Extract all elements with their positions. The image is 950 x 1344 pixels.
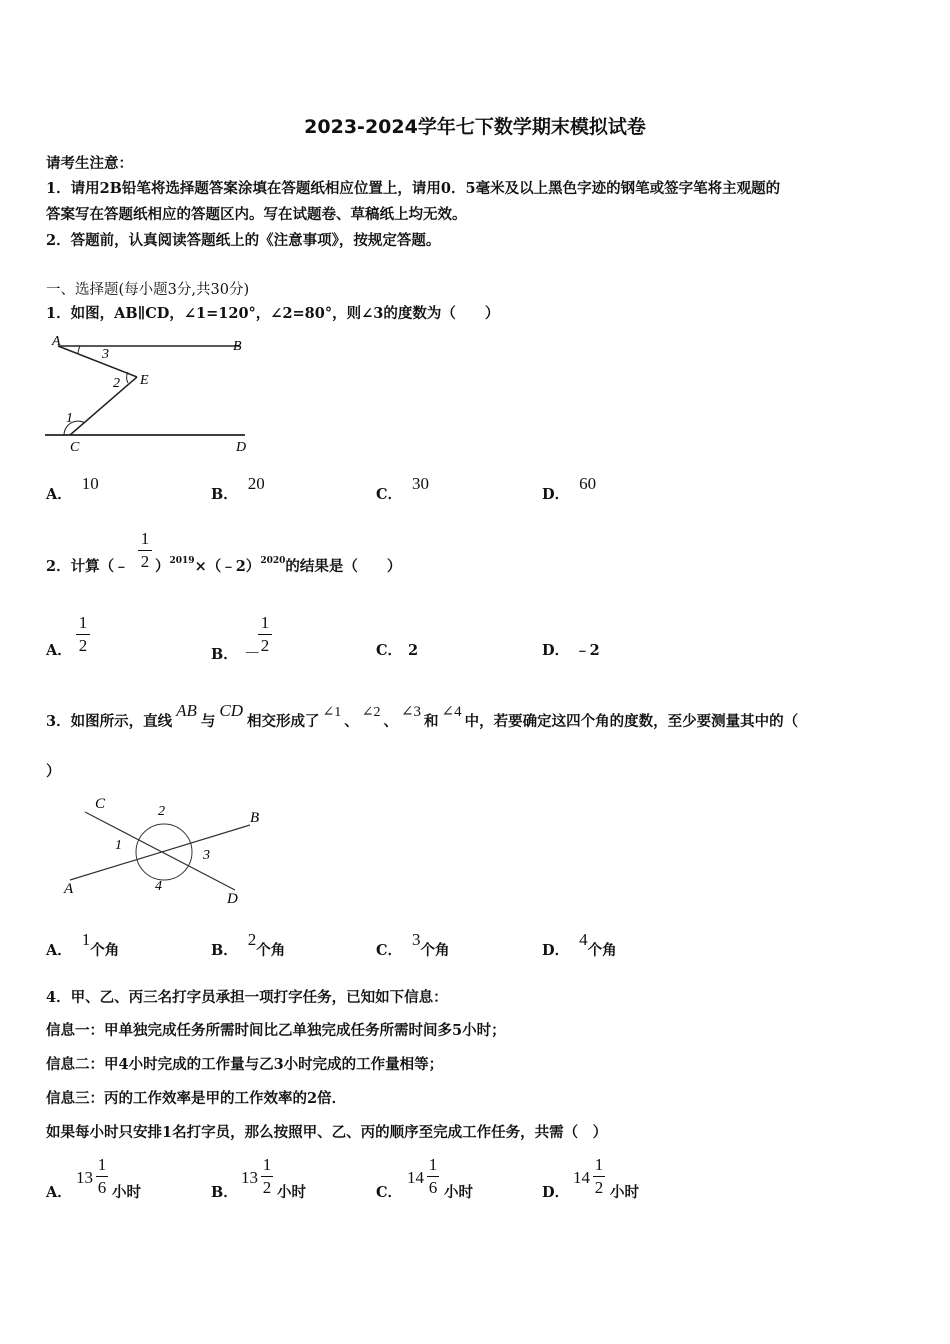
- q2-suffix: 的结果是（ ）: [285, 558, 402, 575]
- option-value: 1: [81, 930, 91, 949]
- option-letter: A．: [46, 642, 72, 659]
- fraction-numerator: 1: [262, 1155, 272, 1174]
- option-value: 3: [412, 930, 421, 949]
- option-letter: A．: [46, 1184, 72, 1201]
- option-letter: C．: [376, 642, 403, 659]
- q4-option-c[interactable]: [376, 1181, 402, 1202]
- q3-separator: 、: [383, 713, 398, 730]
- q4-option-a-whole: 13: [76, 1168, 93, 1187]
- q4-option-b-whole: 13: [241, 1168, 258, 1187]
- q3-text-3: 相交形成了: [247, 713, 320, 730]
- fraction-numerator: 1: [428, 1155, 438, 1174]
- segment-ec: [70, 377, 137, 435]
- label-angle-2: 2: [158, 804, 165, 819]
- fraction-denominator: 6: [428, 1178, 438, 1197]
- option-letter: B．: [211, 1184, 238, 1201]
- fraction-denominator: 6: [97, 1178, 107, 1197]
- option-value: 10: [81, 474, 99, 493]
- q2-option-b-fraction: [258, 614, 272, 655]
- option-unit: 个角: [256, 942, 286, 959]
- q3-angle-2: ∠2: [361, 705, 381, 720]
- q3-option-d[interactable]: [542, 930, 617, 960]
- fraction-numerator: 1: [260, 613, 270, 632]
- line-ab: [70, 825, 250, 880]
- q2-fraction: [138, 530, 152, 571]
- q2-option-a-fraction: [76, 614, 90, 655]
- q3-text-2: 与: [200, 713, 216, 730]
- q4-stem: 4．甲、乙、丙三名打字员承担一项打字任务，已知如下信息：: [46, 989, 448, 1006]
- fraction-denominator: 2: [140, 552, 150, 571]
- option-letter: D．: [542, 942, 570, 959]
- q4-info-2: 信息二：甲4小时完成的工作量与乙3小时完成的工作量相等；: [46, 1056, 444, 1073]
- q2-base-2: ×（﹣2）: [194, 558, 261, 575]
- option-value: 2: [408, 642, 419, 659]
- label-angle-4: 4: [155, 879, 162, 894]
- q3-angle-4: ∠4: [441, 704, 462, 720]
- fraction-numerator: 1: [78, 613, 88, 632]
- q4-option-d[interactable]: [542, 1181, 569, 1202]
- label-angle-1: 1: [66, 411, 73, 426]
- q4-info-3: 信息三：丙的工作效率是甲的工作效率的2倍．: [46, 1090, 347, 1107]
- q4-option-a-unit: 小时: [112, 1184, 141, 1201]
- q3-stem: [46, 701, 799, 731]
- fraction-numerator: 1: [140, 529, 150, 548]
- label-c: C: [95, 796, 106, 812]
- label-angle-2: 2: [113, 376, 120, 391]
- q4-option-c-unit: 小时: [444, 1184, 473, 1201]
- option-letter: C．: [376, 942, 403, 959]
- label-c: C: [70, 440, 80, 455]
- q4-option-b-unit: 小时: [277, 1184, 306, 1201]
- q3-close: ）: [46, 763, 61, 780]
- q2-close-paren: ）: [155, 558, 170, 575]
- section-heading: 一、选择题(每小题3分,共30分): [46, 282, 250, 298]
- label-d: D: [236, 440, 247, 455]
- fraction-numerator: 1: [594, 1155, 604, 1174]
- q3-text-5: 中，若要确定这四个角的度数，至少要测量其中的（: [464, 713, 799, 730]
- option-letter: A．: [46, 486, 72, 503]
- q2-stem-rest: [155, 555, 401, 576]
- q2-exponent-1: 2019: [169, 556, 195, 566]
- q3-text-4: 和: [424, 713, 439, 730]
- fraction-numerator: 1: [97, 1155, 107, 1174]
- option-letter: D．: [542, 642, 570, 659]
- q4-option-d-unit: 小时: [610, 1184, 639, 1201]
- fraction-denominator: 2: [260, 636, 270, 655]
- fraction-denominator: 2: [78, 636, 88, 655]
- q4-option-d-fraction: [593, 1156, 605, 1197]
- label-angle-1: 1: [115, 838, 122, 853]
- q1-option-c[interactable]: [376, 474, 430, 504]
- q1-figure: [40, 330, 260, 456]
- page-title: 2023-2024学年七下数学期末模拟试卷: [304, 116, 646, 138]
- option-value: ﹣2: [575, 642, 600, 659]
- option-letter: D．: [542, 1184, 570, 1201]
- notice-line-1b: 答案写在答题纸相应的答题区内。写在试题卷、草稿纸上均无效。: [46, 206, 467, 223]
- option-unit: 个角: [587, 942, 617, 959]
- q2-option-a[interactable]: [46, 639, 72, 660]
- label-e: E: [140, 373, 149, 388]
- option-value: 60: [579, 474, 597, 493]
- q3-angle-3: ∠3: [400, 704, 422, 720]
- option-letter: B．: [211, 942, 238, 959]
- option-letter: A．: [46, 942, 72, 959]
- option-sign: －: [243, 644, 261, 663]
- q4-info-1: 信息一：甲单独完成任务所需时间比乙单独完成任务所需时间多5小时；: [46, 1022, 506, 1039]
- angle-circle: [136, 824, 192, 880]
- q3-figure: [60, 790, 275, 910]
- q3-option-a[interactable]: [46, 930, 120, 960]
- angle-2-arc: [127, 372, 128, 383]
- option-letter: C．: [376, 486, 403, 503]
- q3-option-b[interactable]: [211, 930, 286, 960]
- label-angle-3: 3: [203, 848, 210, 863]
- q3-text-1: 3．如图所示，直线: [46, 713, 173, 730]
- q4-option-a-fraction: [96, 1156, 108, 1197]
- q4-option-c-whole: 14: [407, 1168, 424, 1187]
- q2-prefix: 2．计算（﹣: [46, 558, 129, 575]
- label-a: A: [52, 334, 61, 349]
- segment-ae: [58, 346, 137, 377]
- q4-option-b[interactable]: [211, 1181, 238, 1202]
- option-value: 2: [247, 930, 257, 949]
- notice-heading: 请考生注意：: [46, 155, 133, 172]
- option-letter: B．: [211, 646, 238, 663]
- label-angle-3: 3: [102, 347, 109, 362]
- q4-option-a[interactable]: [46, 1181, 72, 1202]
- q3-line-cd: CD: [219, 701, 243, 720]
- q4-question: 如果每小时只安排1名打字员，那么按照甲、乙、丙的顺序至完成工作任务，共需（ ）: [46, 1124, 608, 1141]
- option-value: 20: [247, 474, 265, 493]
- fraction-denominator: 2: [262, 1178, 272, 1197]
- option-unit: 个角: [90, 942, 120, 959]
- option-unit: 个角: [420, 942, 450, 959]
- notice-line-2: 2．答题前，认真阅读答题纸上的《注意事项》，按规定答题。: [46, 232, 441, 249]
- angle-3-arc: [78, 346, 80, 353]
- q2-exponent-2: 2020: [260, 556, 286, 566]
- q1-option-a[interactable]: [46, 474, 99, 504]
- option-letter: B．: [211, 486, 238, 503]
- q4-option-b-fraction: [261, 1156, 273, 1197]
- fraction-denominator: 2: [594, 1178, 604, 1197]
- q2-option-d[interactable]: [542, 639, 600, 660]
- option-letter: D．: [542, 486, 570, 503]
- label-a: A: [64, 881, 74, 897]
- q4-option-c-fraction: [427, 1156, 439, 1197]
- q3-option-c[interactable]: [376, 930, 450, 960]
- notice-line-1a: 1．请用2B铅笔将选择题答案涂填在答题纸相应位置上，请用0．5毫米及以上黑色字迹的钢笔或签字笔将主观题的: [46, 180, 781, 197]
- option-value: 30: [412, 474, 430, 493]
- q3-separator: 、: [344, 713, 359, 730]
- q2-option-b[interactable]: [211, 639, 261, 664]
- label-d: D: [227, 891, 238, 907]
- q4-option-d-whole: 14: [573, 1168, 590, 1187]
- q1-option-b[interactable]: [211, 474, 265, 504]
- option-letter: C．: [376, 1184, 403, 1201]
- label-b: B: [233, 339, 242, 354]
- q3-line-ab: AB: [176, 701, 197, 720]
- q1-option-d[interactable]: [542, 474, 597, 504]
- q2-option-c[interactable]: [376, 639, 418, 660]
- option-value: 4: [579, 930, 588, 949]
- q1-stem: 1．如图，AB∥CD，∠1=120°，∠2=80°，则∠3的度数为（ ）: [46, 305, 500, 322]
- label-b: B: [250, 810, 260, 826]
- q3-angle-1: ∠1: [322, 705, 342, 720]
